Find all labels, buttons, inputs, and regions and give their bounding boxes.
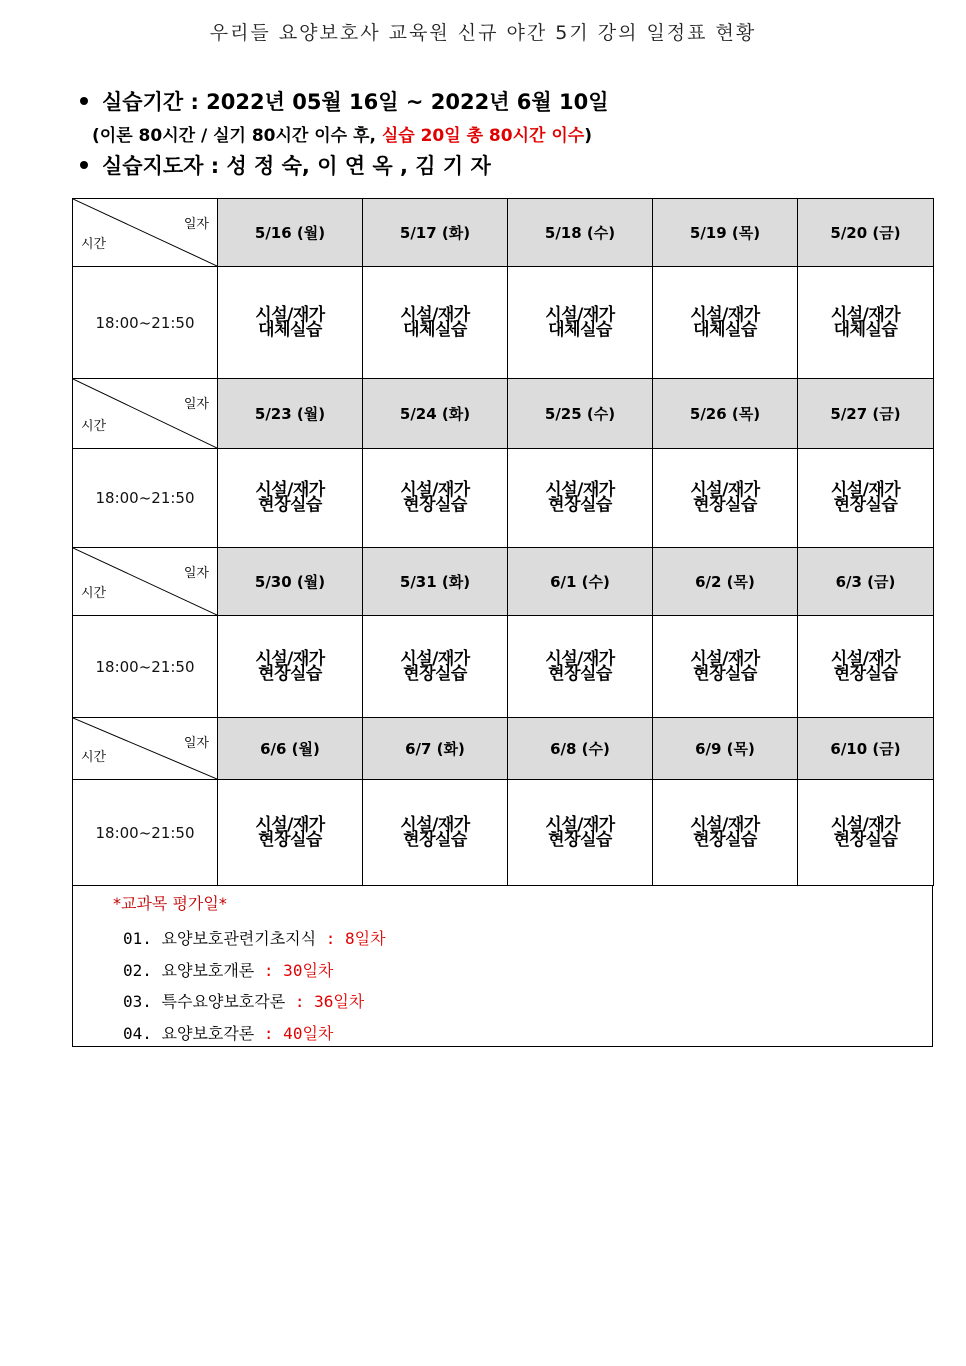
corner-date-label: 일자 xyxy=(183,217,209,232)
evaluation-title: *교과목 평가일* xyxy=(113,894,227,913)
activity-line: 시설/재가 xyxy=(400,480,470,500)
activity-cell xyxy=(218,780,363,886)
activity-line: 시설/재가 xyxy=(690,304,760,325)
practice-period xyxy=(80,86,609,116)
schedule-table xyxy=(72,198,934,886)
evaluation-subject: 02. 요양보호개론 xyxy=(123,961,255,980)
activity-line: 대체실습 xyxy=(548,319,612,340)
evaluation-item xyxy=(123,926,386,949)
evaluation-item xyxy=(123,958,333,981)
date-cell: 5/25 (수) xyxy=(508,379,653,449)
activity-line: 현장실습 xyxy=(833,495,898,515)
activity-line: 시설/재가 xyxy=(255,814,325,835)
evaluation-day: : 8일차 xyxy=(316,929,386,948)
date-cell: 5/17 (화) xyxy=(363,199,508,267)
activity-line: 시설/재가 xyxy=(545,304,615,325)
activity-line: 대체실습 xyxy=(693,319,757,340)
activity-cell xyxy=(798,616,934,718)
evaluation-subject: 03. 특수요양보호각론 xyxy=(123,992,286,1011)
activity-line: 현장실습 xyxy=(693,663,757,684)
activity-line: 시설/재가 xyxy=(690,814,760,835)
activity-cell xyxy=(798,267,934,379)
corner-date-label: 일자 xyxy=(183,397,209,412)
corner-time-label: 시간 xyxy=(81,586,107,601)
activity-line: 시설/재가 xyxy=(400,814,470,835)
activity-cell xyxy=(653,616,798,718)
instructors xyxy=(80,150,491,180)
date-cell: 5/18 (수) xyxy=(508,199,653,267)
hours-note-suffix: ) xyxy=(584,126,592,146)
hours-note xyxy=(92,121,592,146)
activity-cell xyxy=(508,449,653,548)
evaluation-day: : 30일차 xyxy=(254,961,334,980)
hours-note-highlight: 실습 20일 총 80시간 이수 xyxy=(381,126,585,146)
activity-line: 시설/재가 xyxy=(690,480,760,500)
activity-cell xyxy=(218,267,363,379)
activity-line: 시설/재가 xyxy=(830,480,901,500)
date-cell: 6/1 (수) xyxy=(508,548,653,616)
time-cell: 18:00~21:50 xyxy=(73,616,218,718)
activity-line: 시설/재가 xyxy=(830,648,901,669)
activity-cell xyxy=(218,449,363,548)
activity-cell xyxy=(653,449,798,548)
activity-line: 현장실습 xyxy=(833,829,898,850)
activity-cell xyxy=(653,780,798,886)
session-row xyxy=(73,267,934,379)
corner-time-label: 시간 xyxy=(81,419,107,434)
time-cell: 18:00~21:50 xyxy=(73,780,218,886)
date-cell: 5/20 (금) xyxy=(798,199,934,267)
date-cell: 5/16 (월) xyxy=(218,199,363,267)
evaluation-item xyxy=(123,989,364,1012)
evaluation-section xyxy=(72,886,933,1047)
activity-cell xyxy=(363,780,508,886)
activity-line: 시설/재가 xyxy=(255,648,325,669)
activity-cell xyxy=(363,449,508,548)
corner-date-label: 일자 xyxy=(183,736,209,751)
date-cell: 6/8 (수) xyxy=(508,718,653,780)
date-cell: 6/6 (월) xyxy=(218,718,363,780)
corner-time-label: 시간 xyxy=(81,237,107,252)
activity-line: 현장실습 xyxy=(693,829,757,850)
evaluation-day: : 40일차 xyxy=(254,1024,334,1043)
activity-line: 현장실습 xyxy=(403,663,467,684)
activity-line: 시설/재가 xyxy=(830,814,901,835)
hours-note-prefix: (이론 80시간 / 실기 80시간 이수 후, xyxy=(92,126,382,146)
date-cell: 6/9 (목) xyxy=(653,718,798,780)
corner-cell xyxy=(73,379,218,449)
bullet-icon xyxy=(80,161,88,169)
activity-line: 시설/재가 xyxy=(830,304,901,325)
corner-date-label: 일자 xyxy=(183,566,209,581)
corner-cell xyxy=(73,199,218,267)
practice-period-text: 실습기간 : 2022년 05월 16일 ~ 2022년 6월 10일 xyxy=(102,90,609,114)
activity-line: 현장실습 xyxy=(548,829,612,850)
time-cell: 18:00~21:50 xyxy=(73,449,218,548)
evaluation-subject: 04. 요양보호각론 xyxy=(123,1024,255,1043)
activity-line: 대체실습 xyxy=(833,319,898,340)
activity-line: 현장실습 xyxy=(548,663,612,684)
date-cell: 5/24 (화) xyxy=(363,379,508,449)
activity-cell xyxy=(508,780,653,886)
activity-line: 현장실습 xyxy=(693,495,757,515)
activity-line: 시설/재가 xyxy=(400,648,470,669)
activity-line: 시설/재가 xyxy=(545,480,615,500)
activity-cell xyxy=(508,267,653,379)
document-title: 우리들 요양보호사 교육원 신규 야간 5기 강의 일정표 현황 xyxy=(209,22,757,44)
time-cell: 18:00~21:50 xyxy=(73,267,218,379)
date-cell: 5/19 (목) xyxy=(653,199,798,267)
date-header-row xyxy=(73,548,934,616)
activity-cell xyxy=(363,267,508,379)
activity-line: 현장실습 xyxy=(833,663,898,684)
activity-line: 시설/재가 xyxy=(400,304,470,325)
session-row xyxy=(73,780,934,886)
corner-cell xyxy=(73,548,218,616)
activity-line: 현장실습 xyxy=(403,495,467,515)
activity-line: 현장실습 xyxy=(258,663,322,684)
instructors-text: 실습지도자 : 성 정 숙, 이 연 옥 , 김 기 자 xyxy=(102,154,491,178)
date-cell: 5/26 (목) xyxy=(653,379,798,449)
session-row xyxy=(73,616,934,718)
evaluation-subject: 01. 요양보호관련기초지식 xyxy=(123,929,317,948)
date-cell: 5/31 (화) xyxy=(363,548,508,616)
evaluation-item xyxy=(123,1021,333,1044)
date-cell: 5/23 (월) xyxy=(218,379,363,449)
corner-time-label: 시간 xyxy=(81,750,107,765)
activity-cell xyxy=(363,616,508,718)
activity-cell xyxy=(798,780,934,886)
activity-line: 현장실습 xyxy=(258,495,322,515)
date-header-row xyxy=(73,379,934,449)
date-cell: 6/3 (금) xyxy=(798,548,934,616)
activity-line: 시설/재가 xyxy=(545,814,615,835)
activity-line: 시설/재가 xyxy=(690,648,760,669)
activity-cell xyxy=(653,267,798,379)
activity-line: 시설/재가 xyxy=(255,304,325,325)
activity-cell xyxy=(508,616,653,718)
date-cell: 6/2 (목) xyxy=(653,548,798,616)
activity-line: 현장실습 xyxy=(258,829,322,850)
activity-line: 대체실습 xyxy=(258,319,322,340)
session-row xyxy=(73,449,934,548)
date-cell: 6/7 (화) xyxy=(363,718,508,780)
bullet-icon xyxy=(80,97,88,105)
activity-line: 현장실습 xyxy=(403,829,467,850)
activity-cell xyxy=(218,616,363,718)
activity-line: 현장실습 xyxy=(548,495,612,515)
evaluation-day: : 36일차 xyxy=(285,992,365,1011)
activity-line: 시설/재가 xyxy=(255,480,325,500)
date-cell: 5/27 (금) xyxy=(798,379,934,449)
diagonal-divider xyxy=(73,379,217,448)
date-cell: 6/10 (금) xyxy=(798,718,934,780)
activity-cell xyxy=(798,449,934,548)
activity-line: 시설/재가 xyxy=(545,648,615,669)
date-header-row xyxy=(73,199,934,267)
date-cell: 5/30 (월) xyxy=(218,548,363,616)
date-header-row xyxy=(73,718,934,780)
corner-cell xyxy=(73,718,218,780)
activity-line: 대체실습 xyxy=(403,319,467,340)
